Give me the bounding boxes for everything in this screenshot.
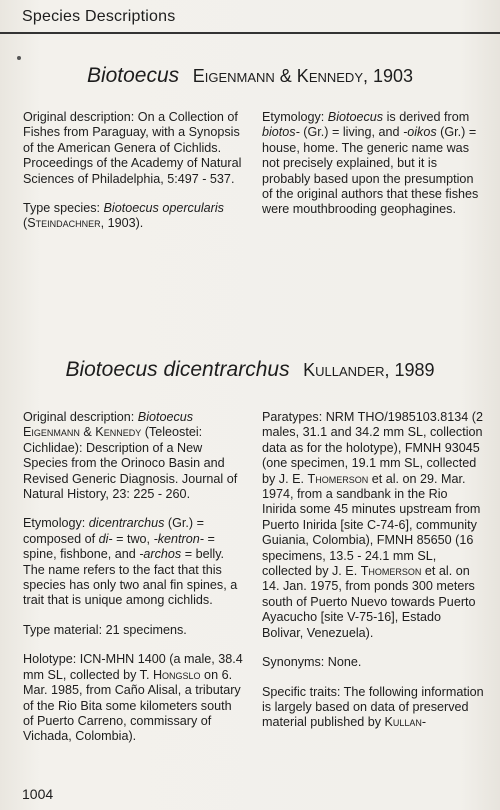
genus-type-species: Type species: Biotoecus opercularis (Steindachner, 1903). — [23, 201, 224, 231]
genus-name: Biotoecus — [86, 64, 180, 87]
species-name: Biotoecus dicentrarchus — [65, 358, 290, 381]
species-synonyms: Synonyms: None. — [262, 655, 362, 670]
species-heading — [0, 358, 500, 382]
species-column-left — [23, 410, 245, 759]
species-author: Kullander, 1989 — [303, 360, 435, 380]
genus-heading — [0, 64, 500, 88]
species-type-material: Type material: 21 specimens. — [23, 622, 187, 637]
genus-original-description: Original description: On a Collection of Fishes from Paraguay, with a Synopsis of the American Genera of Cichlids. Proceedings of the Academy of Natural Sciences of Philadelphia, 5:497 - 537. — [23, 110, 242, 186]
genus-author: Eigenmann & Kennedy, 1903 — [192, 66, 414, 86]
species-specific-traits: Specific traits: The following information is largely based on data of preserved material published by Kullan- — [262, 684, 484, 730]
genus-etymology: Etymology: Biotoecus is derived from biotos- (Gr.) = living, and -oikos (Gr.) = house, home. The generic name was not precisely explained, but it is probably based upon the presumption of the original authors that these fishes were mouthbrooding geophagines. — [262, 110, 479, 217]
species-column-right — [262, 410, 484, 745]
species-original-description: Original description: Biotoecus Eigenmann & Kennedy (Teleostei: Cichlidae): Description of a New Species from the Orinoco Basin and Revised Generic Diagnosis. Journal of Natural History, 23: 225 - 260. — [23, 410, 238, 502]
page-number: 1004 — [22, 786, 54, 802]
header-rule — [0, 32, 500, 34]
genus-column-right — [262, 110, 484, 232]
genus-column-left — [23, 110, 245, 246]
running-head: Species Descriptions — [22, 8, 176, 25]
species-holotype: Holotype: ICN-MHN 1400 (a male, 38.4 mm SL, collected by T. Hongslo on 6. Mar. 1985, from Caño Alisal, a tributary of the Rio Bita some kilometers south of Puerto Carreno, commissary of Vichada, Colombia). — [23, 652, 243, 744]
species-paratypes: Paratypes: NRM THO/1985103.8134 (2 males, 31.1 and 34.2 mm SL, collection data as for the holotype), FMNH 93045 (one specimen, 19.1 mm SL, collected by J. E. Thomerson et al. on 29. Mar. 1974, from a sandbank in the Rio Inirida some 45 minutes upstream from Puerto Inirida [site C-74-6], community Guiania, Colombia), FMNH 85650 (16 specimens, 13.5 - 24.1 mm SL, collected by J. E. Thomerson et al. on 14. Jan. 1975, from ponds 300 meters south of Puerto Nuevo towards Puerto Ayacucho [site V-75-16], Estado Bolivar, Venezuela). — [262, 410, 483, 640]
species-etymology: Etymology: dicentrarchus (Gr.) = composed of di- = two, -kentron- = spine, fishbone, and -archos = belly. The name refers to the fact that this species has only two anal fin spines, a trait that is unique among cichlids. — [23, 516, 238, 608]
bullet-mark — [17, 56, 21, 60]
